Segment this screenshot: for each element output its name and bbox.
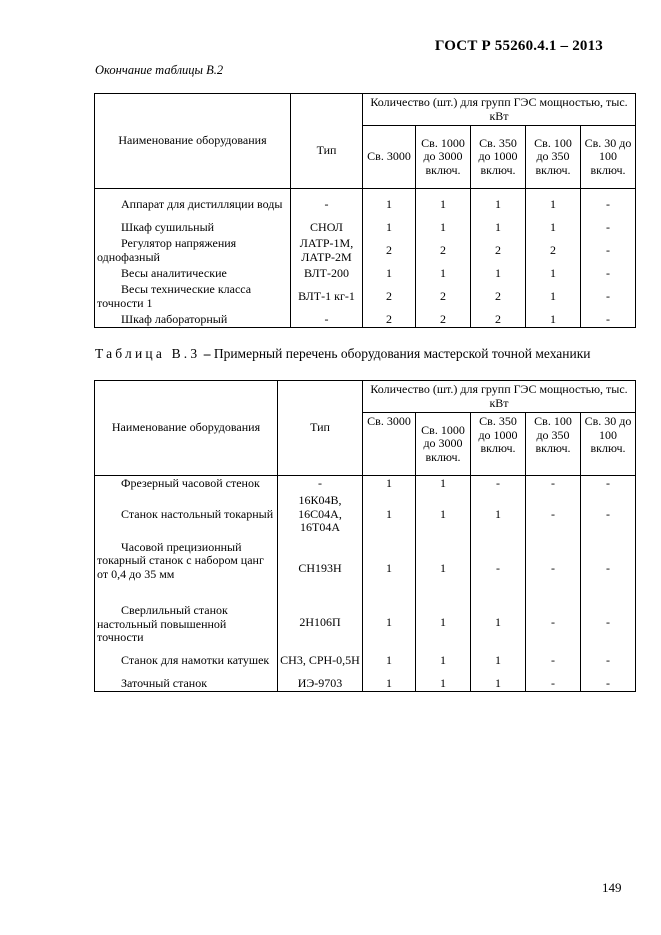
table-row — [95, 266, 636, 282]
table-row — [95, 538, 636, 600]
qty-cell: 2 — [471, 236, 526, 266]
qty-cell: - — [581, 236, 636, 266]
qty-cell: 2 — [363, 236, 416, 266]
qty-cell: 1 — [363, 492, 416, 538]
qty-cell: - — [581, 476, 636, 492]
table-row — [95, 676, 636, 692]
col-header-name: Наименование оборудования — [95, 94, 291, 189]
equipment-name: Фрезерный часовой стенок — [121, 476, 260, 490]
equipment-type: ВЛТ-200 — [291, 266, 363, 282]
qty-cell: 1 — [471, 600, 526, 646]
qty-cell: 1 — [526, 220, 581, 236]
qty-cell: 2 — [471, 312, 526, 328]
table-b3 — [94, 380, 636, 692]
group-header-5: Св. 30 до 100 включ. — [581, 126, 636, 189]
document-standard-header: ГОСТ Р 55260.4.1 – 2013 — [434, 38, 603, 54]
qty-cell: 1 — [363, 538, 416, 600]
qty-cell: - — [581, 492, 636, 538]
qty-cell: 2 — [363, 282, 416, 312]
qty-cell: - — [581, 266, 636, 282]
page-number: 149 — [602, 880, 622, 895]
qty-cell: 2 — [416, 236, 471, 266]
qty-cell: 1 — [363, 266, 416, 282]
equipment-type: СНОЛ — [291, 220, 363, 236]
qty-cell: - — [581, 220, 636, 236]
equipment-type: 16К04В, 16С04А, 16Т04А — [278, 492, 363, 538]
table-row — [95, 236, 636, 266]
qty-cell: - — [526, 646, 581, 676]
equipment-name: Сверлильный станок настольный повышенной точности — [97, 603, 228, 644]
qty-cell: - — [581, 676, 636, 692]
qty-cell: 2 — [363, 312, 416, 328]
col-header-type: Тип — [278, 381, 363, 476]
table-continuation-label: Окончание таблицы В.2 — [95, 63, 224, 77]
qty-cell: - — [526, 492, 581, 538]
qty-cell: 1 — [526, 266, 581, 282]
qty-cell: - — [526, 476, 581, 492]
group-header-1: Св. 3000 — [363, 413, 416, 476]
qty-cell: - — [581, 282, 636, 312]
qty-cell: 1 — [416, 646, 471, 676]
group-header-3: Св. 350 до 1000 включ. — [471, 413, 526, 476]
qty-cell: 1 — [471, 676, 526, 692]
qty-cell: 1 — [363, 189, 416, 220]
qty-cell: 1 — [363, 600, 416, 646]
qty-cell: 1 — [471, 492, 526, 538]
equipment-name: Шкаф сушильный — [121, 219, 215, 234]
qty-cell: - — [581, 538, 636, 600]
equipment-type: ЛАТР-1М, ЛАТР-2М — [291, 236, 363, 266]
table-row — [95, 476, 636, 492]
qty-cell: 1 — [363, 676, 416, 692]
qty-cell: - — [581, 189, 636, 220]
col-header-quantity-group: Количество (шт.) для групп ГЭС мощностью, тыс. кВт — [363, 381, 636, 413]
qty-cell: - — [471, 476, 526, 492]
equipment-name: Аппарат для дистилляции воды — [121, 196, 283, 211]
equipment-type: ИЭ-9703 — [278, 676, 363, 692]
qty-cell: 1 — [471, 266, 526, 282]
equipment-type: ВЛТ-1 кг-1 — [291, 282, 363, 312]
qty-cell: 1 — [416, 189, 471, 220]
col-header-quantity-group: Количество (шт.) для групп ГЭС мощностью, тыс. кВт — [363, 94, 636, 126]
equipment-name: Станок для намотки катушек — [121, 652, 270, 667]
qty-cell: - — [581, 312, 636, 328]
qty-cell: 1 — [416, 600, 471, 646]
qty-cell: 1 — [471, 220, 526, 236]
qty-cell: 2 — [416, 282, 471, 312]
table-row — [95, 189, 636, 220]
equipment-name: Регулятор напряжения однофазный — [97, 236, 237, 264]
qty-cell: 2 — [416, 312, 471, 328]
equipment-type: СН193Н — [278, 538, 363, 600]
qty-cell: 1 — [363, 476, 416, 492]
equipment-type: - — [291, 189, 363, 220]
equipment-type: - — [278, 476, 363, 492]
group-header-2: Св. 1000 до 3000 включ. — [416, 413, 471, 476]
qty-cell: 1 — [526, 312, 581, 328]
qty-cell: - — [581, 646, 636, 676]
table-b3-title: Примерный перечень оборудования мастерской точной механики — [213, 346, 591, 361]
table-b2 — [94, 93, 636, 328]
col-header-type: Тип — [291, 94, 363, 189]
group-header-1: Св. 3000 — [363, 126, 416, 189]
equipment-name: Станок настольный токарный — [121, 506, 274, 521]
group-header-3: Св. 350 до 1000 включ. — [471, 126, 526, 189]
qty-cell: 1 — [471, 646, 526, 676]
group-header-2: Св. 1000 до 3000 включ. — [416, 126, 471, 189]
qty-cell: 1 — [416, 266, 471, 282]
equipment-type: - — [291, 312, 363, 328]
caption-dash: – — [200, 346, 214, 361]
group-header-5: Св. 30 до 100 включ. — [581, 413, 636, 476]
qty-cell: - — [526, 538, 581, 600]
table-row — [95, 600, 636, 646]
qty-cell: 1 — [416, 220, 471, 236]
table-row — [95, 282, 636, 312]
equipment-name: Весы технические класса точности 1 — [97, 282, 252, 310]
equipment-name: Заточный станок — [121, 675, 208, 690]
qty-cell: 1 — [526, 189, 581, 220]
group-header-4: Св. 100 до 350 включ. — [526, 126, 581, 189]
qty-cell: 1 — [526, 282, 581, 312]
qty-cell: 2 — [471, 282, 526, 312]
qty-cell: 1 — [416, 676, 471, 692]
qty-cell: - — [526, 600, 581, 646]
table-row — [95, 646, 636, 676]
qty-cell: 1 — [471, 189, 526, 220]
qty-cell: - — [526, 676, 581, 692]
table-b3-number: Таблица В.3 — [95, 346, 201, 361]
qty-cell: 1 — [416, 492, 471, 538]
table-row — [95, 220, 636, 236]
qty-cell: - — [471, 538, 526, 600]
qty-cell: - — [581, 600, 636, 646]
equipment-name: Весы аналитические — [121, 265, 227, 280]
qty-cell: 1 — [416, 538, 471, 600]
qty-cell: 1 — [416, 476, 471, 492]
table-row — [95, 312, 636, 328]
col-header-name: Наименование оборудования — [95, 381, 278, 476]
equipment-name: Часовой прецизионный токарный станок с набором цанг от 0,4 до 35 мм — [97, 539, 264, 581]
group-header-4: Св. 100 до 350 включ. — [526, 413, 581, 476]
equipment-type: 2Н106П — [278, 600, 363, 646]
qty-cell: 1 — [363, 220, 416, 236]
table-b3-caption — [95, 346, 615, 362]
equipment-type: СН3, СРН-0,5Н — [278, 646, 363, 676]
qty-cell: 1 — [363, 646, 416, 676]
qty-cell: 2 — [526, 236, 581, 266]
table-row — [95, 492, 636, 538]
equipment-name: Шкаф лабораторный — [121, 311, 228, 326]
